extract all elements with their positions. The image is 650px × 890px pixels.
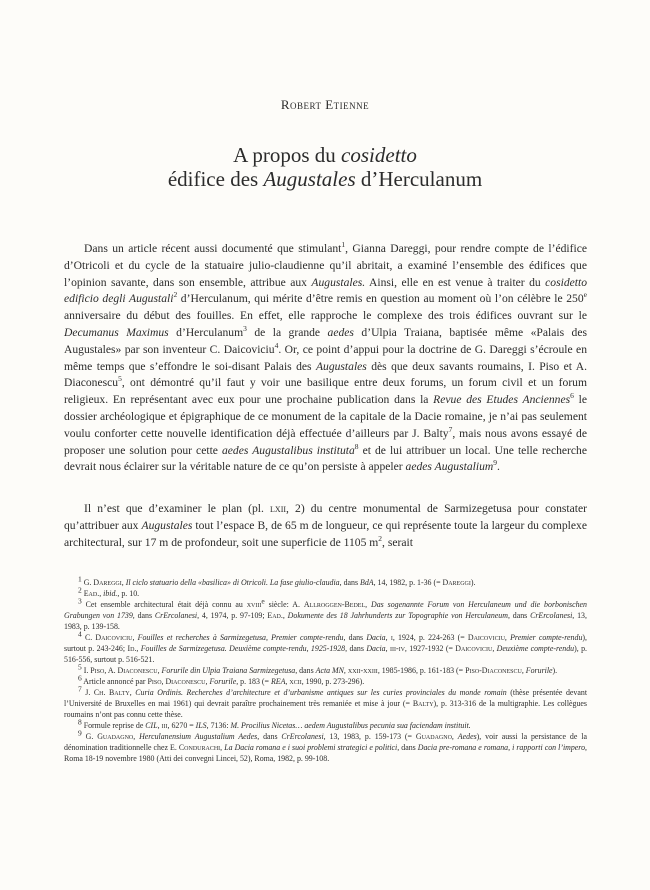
footnote-ref[interactable]: 4 [274, 340, 279, 350]
footnote-8: $^8$ Formule reprise de CIL, iii, 6270 = ILS, 7136: M. Procilius Nicetas… aedem Augustalibus pecunia sua faciendam instituit. [78, 717, 471, 730]
paragraph-2: Il n’est que d’examiner le plan (pl. lxii, 2) du centre monumental de Sarmizegetusa pour constater qu’attribuer aux Augustales tout l’espace B, de 65 m de longueur, ce qui représente toute la largeur du complexe architectural, sur 17 m de profondeur, soit une superficie de 1105 $m^2$, serait [64, 502, 587, 549]
title-text: édifice des [167, 167, 264, 191]
footnote-3: $^3$ Cet ensemble architectural était déjà connu au xviii$^e$ siècle: A. Allroggen-Bedel, Das sogenannte Forum von Herculaneum und die borbonischen Grabungen von 1739, dans CrErcolanesi, 4, 1974, p. 97-109; Ead., Dokumente des 18 Jahrhunderts zur Topographie von Herculaneum, dans CrErcolanesi, 13, 1983, p. 139-158. [64, 596, 588, 631]
footnote-ref[interactable]: 2 [173, 290, 178, 300]
footnote-2: $^2$ Ead., ibid., p. 10. [78, 585, 140, 598]
footnote-ref[interactable]: 8 [354, 441, 359, 451]
footnotes [64, 574, 588, 764]
article-title [0, 143, 650, 191]
footnote-ref[interactable]: 7 [448, 424, 453, 434]
footnote-ref[interactable]: 5 [118, 374, 122, 384]
footnote-ref[interactable]: 3 [243, 324, 247, 334]
footnote-9: $^9$ G. Guadagno, Herculanensium Augustalium Aedes, dans CrErcolanesi, 13, 1983, p. 159-173 (= Guadagno, Aedes), voir aussi la persistance de la dénomination traditionnelle chez E. Condurachi, La Dacia romana e i suoi problemi strategici e politici, dans Dacia pre-romana e romana, i rapporti con l’impero, Roma 18-19 novembre 1980 (Atti dei convegni Lincei, 52), Roma, 1982, p. 99-108. [64, 728, 588, 763]
footnote-7: $^7$ J. Ch. Balty, Curia Ordinis. Recherches d’architecture et d’urbanisme antiques sur les curies provinciales du monde romain (thèse présentée devant l’Université de Bruxelles en mai 1961) qui devrait paraître prochainement très remaniée et mise à jour (= Balty), p. 313-316 de la multigraphie. Les collègues roumains n’ont pas connu cette thèse. [64, 684, 588, 719]
paragraph-1: Dans un article récent aussi documenté que stimulant$^1$, Gianna Dareggi, pour rendre compte de l’édifice d’Otricoli et du cycle de la statuaire julio-claudienne qu’il abritait, a examiné l’ensemble des édifices que l’opinion savante, dans son ensemble, attribue aux Augustales. Ainsi, elle en est venue à traiter du cosidetto edificio degli Augustali$^2$ d’Herculanum, qui mérite d’être remis en question au moment où l’on célèbre le 250e anniversaire du début des fouilles. En effet, elle rapproche le complexe des trois édifices ouvrant sur le Decumanus Maximus d’Herculanum$^3$ de la grande aedes d’Ulpia Traiana, baptisée même «Palais des Augustales» par son inventeur C. Daicoviciu$^4$. Or, ce point d’appui pour la doctrine de G. Dareggi s’écroule en même temps que s’effondre le soi-disant Palais des Augustales dès que deux savants roumains, I. Piso et A. Diaconescu$^5$, ont démontré qu’il faut y voir une basilique entre deux forums, un forum civil et un forum religieux. En représentant avec eux pour une prochaine publication dans la Revue des Etudes Anciennes$^6$ le dossier archéologique et épigraphique de ce monument de la capitale de la Dacie romaine, je n’ai pas seulement voulu conforter cette nouvelle identification déjà effectuée d’ailleurs par J. Balty$^7$, mais nous avons essayé de proposer une solution pour cette aedes Augustalibus instituta$^8$ et de lui attribuer un local. Une telle recherche devrait nous éclairer sur la véritable nature de ce qu’on persiste à appeler aedes Augustalium$^9$. [64, 240, 588, 474]
title-line-2 [0, 167, 650, 191]
footnote-ref[interactable]: 9 [493, 458, 497, 468]
footnote-ref[interactable]: 6 [570, 391, 574, 401]
title-text: d’Herculanum [355, 167, 483, 191]
title-text: A propos du [233, 143, 342, 167]
footnote-5: $^5$ I. Piso, A. Diaconescu, Forurile din Ulpia Traiana Sarmizegetusa, dans Acta MN, xxii-xxiii, 1985-1986, p. 161-183 (= Piso-Diaconescu, Forurile). [78, 662, 558, 675]
title-italic: cosidetto [341, 143, 417, 167]
footnote-ref[interactable]: 1 [341, 240, 346, 250]
title-italic: Augustales [263, 167, 356, 191]
author-name: Robert Etienne [280, 97, 370, 112]
footnote-6: $^6$ Article annoncé par Piso, Diaconescu, Forurile, p. 183 (= REA, xcii, 1990, p. 273-296). [78, 673, 365, 686]
title-line-1 [0, 143, 650, 167]
footnote-1: $^1$ G. Dareggi, Il ciclo statuario della «basilica» di Otricoli. La fase giulio-claudia, dans BdA, 14, 1982, p. 1-36 (= Dareggi). [78, 574, 476, 587]
footnote-4: $^4$ C. Daicoviciu, Fouilles et recherches à Sarmizegetusa, Premier compte-rendu, dans Dacia, i, 1924, p. 224-263 (= Daicoviciu, Premier compte-rendu), surtout p. 243-246; Id., Fouilles de Sarmizegetusa. Deuxième compte-rendu, 1925-1928, dans Dacia, iii-iv, 1927-1932 (= Daicoviciu, Deuxième compte-rendu), p. 516-556, surtout p. 516-521. [64, 629, 588, 664]
